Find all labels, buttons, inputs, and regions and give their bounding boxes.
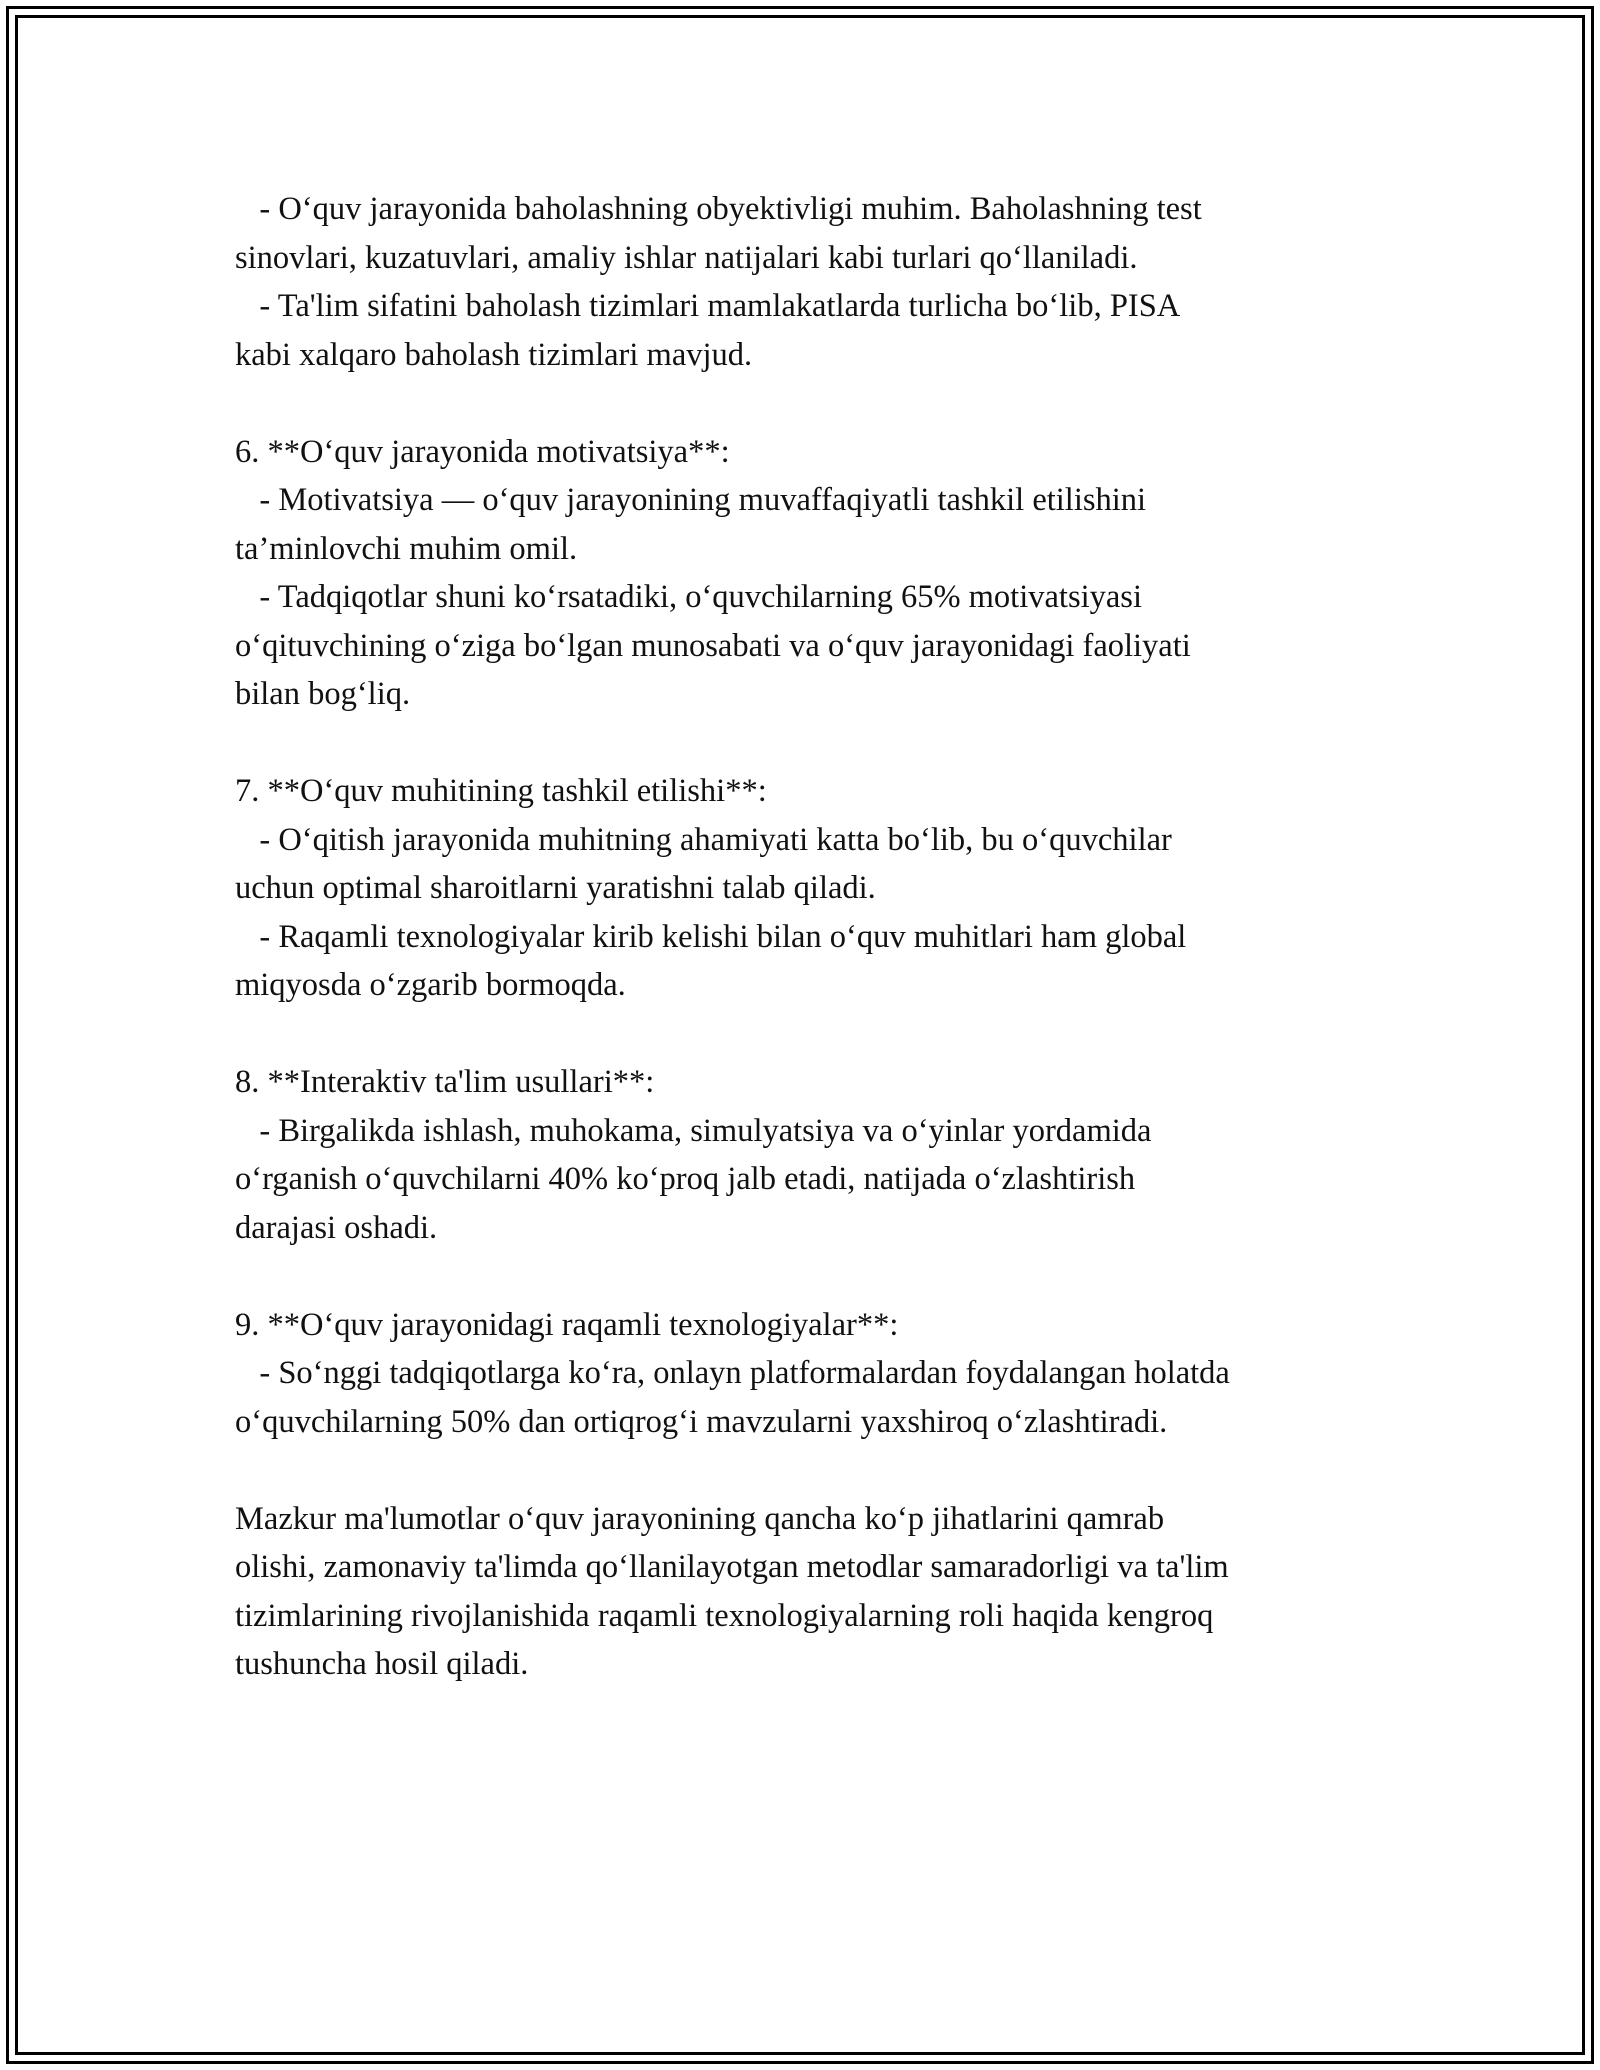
text-line: kabi xalqaro baholash tizimlari mavjud. bbox=[235, 336, 753, 373]
text-line: - Tadqiqotlar shuni ko‘rsatadiki, o‘quvchilarning 65% motivatsiyasi bbox=[235, 579, 1142, 615]
conclusion-line: tushuncha hosil qiladi. bbox=[235, 1646, 529, 1682]
text-line: ta’minlovchi muhim omil. bbox=[235, 530, 578, 567]
text-line: - Birgalikda ishlash, muhokama, simulyatsiya va o‘yinlar yordamida bbox=[235, 1112, 1152, 1149]
text-line: - O‘quv jarayonida baholashning obyektivligi muhim. Baholashning test bbox=[235, 191, 1202, 227]
conclusion-line: tizimlarining rivojlanishida raqamli texnologiyalarning roli haqida kengroq bbox=[235, 1597, 1214, 1634]
text-line: darajasi oshadi. bbox=[235, 1209, 438, 1246]
section-heading: 8. **Interaktiv ta'lim usullari**: bbox=[235, 1064, 655, 1100]
text-line: o‘quvchilarning 50% dan ortiqrog‘i mavzularni yaxshiroq o‘zlashtiradi. bbox=[235, 1403, 1168, 1440]
blank-line bbox=[235, 1252, 1385, 1301]
conclusion-line: olishi, zamonaviy ta'limda qo‘llanilayotgan metodlar samaradorligi va ta'lim bbox=[235, 1549, 1229, 1585]
text-line: - O‘qitish jarayonida muhitning ahamiyati katta bo‘lib, bu o‘quvchilar bbox=[235, 821, 1172, 858]
text-line: bilan bog‘liq. bbox=[235, 676, 411, 712]
text-line: - Raqamli texnologiyalar kirib kelishi bilan o‘quv muhitlari ham global bbox=[235, 918, 1187, 955]
text-line: miqyosda o‘zgarib bormoqda. bbox=[235, 967, 626, 1003]
text-line: o‘qituvchining o‘ziga bo‘lgan munosabati va o‘quv jarayonidagi faoliyati bbox=[235, 627, 1191, 664]
section-heading: 9. **O‘quv jarayonidagi raqamli texnologiyalar**: bbox=[235, 1306, 899, 1343]
text-line: sinovlari, kuzatuvlari, amaliy ishlar natijalari kabi turlari qo‘llaniladi. bbox=[235, 239, 1138, 276]
text-line: - Motivatsiya — o‘quv jarayonining muvaffaqiyatli tashkil etilishini bbox=[235, 482, 1147, 518]
section-heading: 6. **O‘quv jarayonida motivatsiya**: bbox=[235, 433, 730, 470]
blank-line bbox=[235, 1010, 1385, 1059]
section-heading: 7. **O‘quv muhitining tashkil etilishi**: bbox=[235, 773, 767, 809]
blank-line bbox=[235, 719, 1385, 768]
text-line: uchun optimal sharoitlarni yaratishni talab qiladi. bbox=[235, 870, 876, 906]
blank-line bbox=[235, 1446, 1385, 1495]
text-line: - Ta'lim sifatini baholash tizimlari mamlakatlarda turlicha bo‘lib, PISA bbox=[235, 288, 1181, 324]
blank-line bbox=[235, 379, 1385, 428]
text-line: - So‘nggi tadqiqotlarga ko‘ra, onlayn platformalardan foydalangan holatda bbox=[235, 1355, 1230, 1391]
conclusion-line: Mazkur ma'lumotlar o‘quv jarayonining qancha ko‘p jihatlarini qamrab bbox=[235, 1500, 1165, 1537]
document-body bbox=[235, 185, 1385, 1689]
text-line: o‘rganish o‘quvchilarni 40% ko‘proq jalb etadi, natijada o‘zlashtirish bbox=[235, 1161, 1136, 1197]
